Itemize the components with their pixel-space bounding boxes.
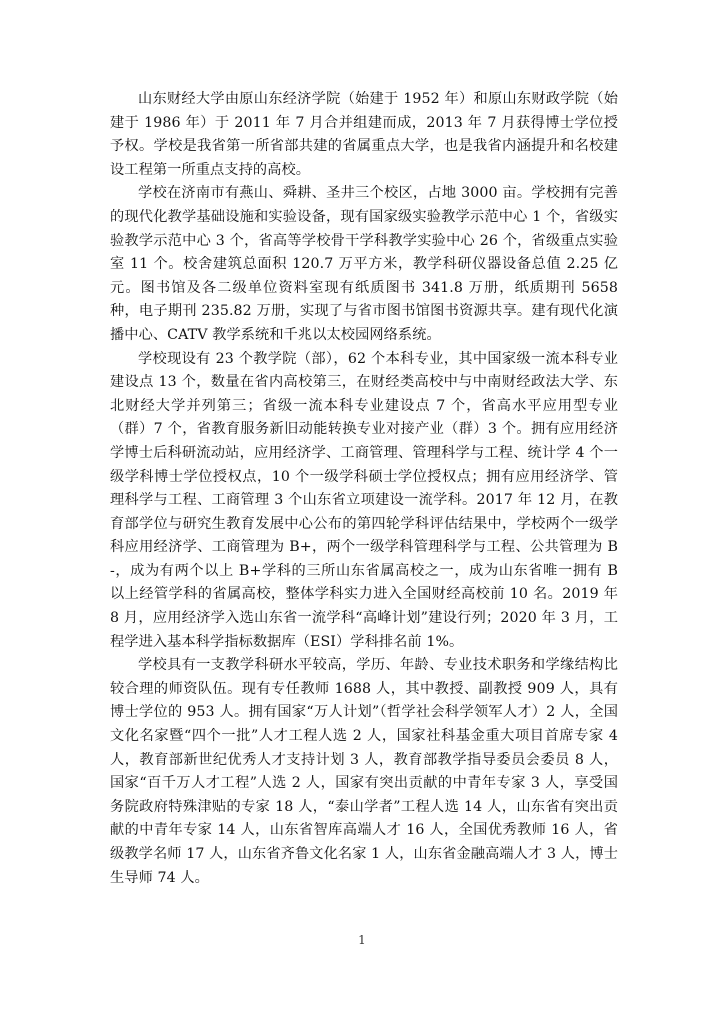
document-body: [110, 88, 618, 890]
page-number: 1: [358, 933, 366, 947]
paragraph-campus: 学校在济南市有燕山、舜耕、圣井三个校区，占地 3000 亩。学校拥有完善的现代化教学基础设施和实验设备，现有国家级实验教学示范中心 1 个，省级实验教学示范中心 3 个，省高等学校骨干学科教学实验中心 26 个，省级重点实验室 11 个。校舍建筑总面积 120.7 万平方米，教学科研仪器设备总值 2.25 亿元。图书馆及各二级单位资料室现有纸质图书 341.8 万册，纸质期刊 5658 种，电子期刊 235.82 万册，实现了与省市图书馆图书资源共享。建有现代化演播中心、CATV 教学系统和千兆以太校园网络系统。: [110, 185, 618, 343]
paragraph-disciplines: 学校现设有 23 个教学院（部），62 个本科专业，其中国家级一流本科专业建设点 13 个，数量在省内高校第三，在财经类高校中与中南财经政法大学、东北财经大学并列第三；省级一流本科专业建设点 7 个，省高水平应用型专业（群）7 个，省教育服务新旧动能转换专业对接产业（群）3 个。拥有应用经济学博士后科研流动站，应用经济学、工商管理、管理科学与工程、统计学 4 个一级学科博士学位授权点，10 个一级学科硕士学位授权点；拥有应用经济学、管理科学与工程、工商管理 3 个山东省立项建设一流学科。2017 年 12 月，在教育部学位与研究生教育发展中心公布的第四轮学科评估结果中，学校两个一级学科应用经济学、工商管理为 B+，两个一级学科管理科学与工程、公共管理为 B-，成为有两个以上 B+学科的三所山东省属高校之一，成为山东省唯一拥有 B 以上经管学科的省属高校，整体学科实力进入全国财经高校前 10 名。2019 年 8 月，应用经济学入选山东省一流学科“高峰计划”建设行列；2020 年 3 月，工程学进入基本科学指标数据库（ESI）学科排名前 1%。: [110, 350, 618, 650]
paragraph-faculty: 学校具有一支教学科研水平较高，学历、年龄、专业技术职务和学缘结构比较合理的师资队伍。现有专任教师 1688 人，其中教授、副教授 909 人，具有博士学位的 953 人。拥有国家“万人计划”（哲学社会科学领军人才）2 人，全国文化名家暨“四个一批”人才工程人选 2 人，国家社科基金重大项目首席专家 4 人，教育部新世纪优秀人才支持计划 3 人，教育部教学指导委员会委员 8 人，国家“百千万人才工程”人选 2 人，国家有突出贡献的中青年专家 3 人，享受国务院政府特殊津贴的专家 18 人，“泰山学者”工程人选 14 人，山东省有突出贡献的中青年专家 14 人，山东省智库高端人才 16 人，全国优秀教师 16 人，省级教学名师 17 人，山东省齐鲁文化名家 1 人，山东省金融高端人才 3 人，博士生导师 74 人。: [110, 657, 618, 886]
paragraph-history: 山东财经大学由原山东经济学院（始建于 1952 年）和原山东财政学院（始建于 1986 年）于 2011 年 7 月合并组建而成，2013 年 7 月获得博士学位授予权。学校是我省第一所省部共建的省属重点大学，也是我省内涵提升和名校建设工程第一所重点支持的高校。: [110, 91, 618, 178]
